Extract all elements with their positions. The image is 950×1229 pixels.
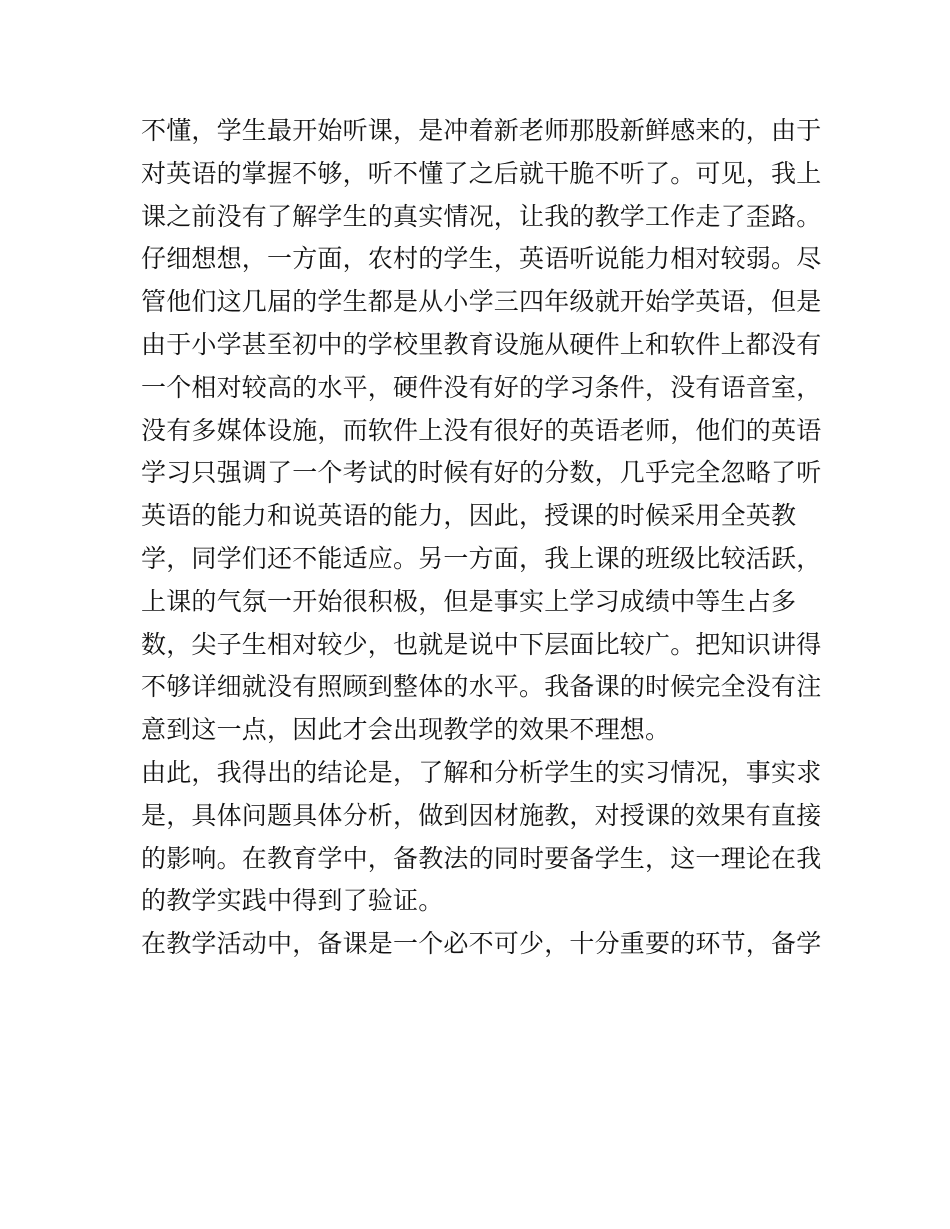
text-line: 是，具体问题具体分析，做到因材施教，对授课的效果有直接 bbox=[141, 800, 822, 830]
text-line: 由于小学甚至初中的学校里教育设施从硬件上和软件上都没有 bbox=[141, 329, 822, 359]
text-line: 仔细想想，一方面，农村的学生，英语听说能力相对较弱。尽 bbox=[141, 244, 822, 274]
text-line: 没有多媒体设施，而软件上没有很好的英语老师，他们的英语 bbox=[141, 415, 822, 445]
text-line: 数，尖子生相对较少，也就是说中下层面比较广。把知识讲得 bbox=[141, 629, 822, 659]
text-line: 课之前没有了解学生的真实情况，让我的教学工作走了歪路。 bbox=[141, 201, 822, 231]
text-line: 学习只强调了一个考试的时候有好的分数，几乎完全忽略了听 bbox=[141, 458, 822, 488]
text-line: 的教学实践中得到了验证。 bbox=[141, 886, 444, 916]
text-line: 上课的气氛一开始很积极，但是事实上学习成绩中等生占多 bbox=[141, 586, 797, 616]
text-line: 意到这一点，因此才会出现教学的效果不理想。 bbox=[141, 715, 671, 745]
text-line: 英语的能力和说英语的能力，因此，授课的时候采用全英教 bbox=[141, 501, 797, 531]
text-line: 一个相对较高的水平，硬件没有好的学习条件，没有语音室， bbox=[141, 372, 822, 402]
text-line: 学，同学们还不能适应。另一方面，我上课的班级比较活跃， bbox=[141, 543, 822, 573]
text-line: 的影响。在教育学中，备教法的同时要备学生，这一理论在我 bbox=[141, 843, 822, 873]
text-line: 对英语的掌握不够，听不懂了之后就干脆不听了。可见，我上 bbox=[141, 158, 822, 188]
text-line: 不够详细就没有照顾到整体的水平。我备课的时候完全没有注 bbox=[141, 672, 822, 702]
text-line: 管他们这几届的学生都是从小学三四年级就开始学英语，但是 bbox=[141, 287, 822, 317]
text-line: 不懂，学生最开始听课，是冲着新老师那股新鲜感来的，由于 bbox=[141, 116, 822, 145]
body-text bbox=[141, 110, 821, 966]
text-line: 在教学活动中，备课是一个必不可少，十分重要的环节，备学 bbox=[141, 929, 822, 959]
text-line: 由此，我得出的结论是，了解和分析学生的实习情况，事实求 bbox=[141, 757, 822, 787]
